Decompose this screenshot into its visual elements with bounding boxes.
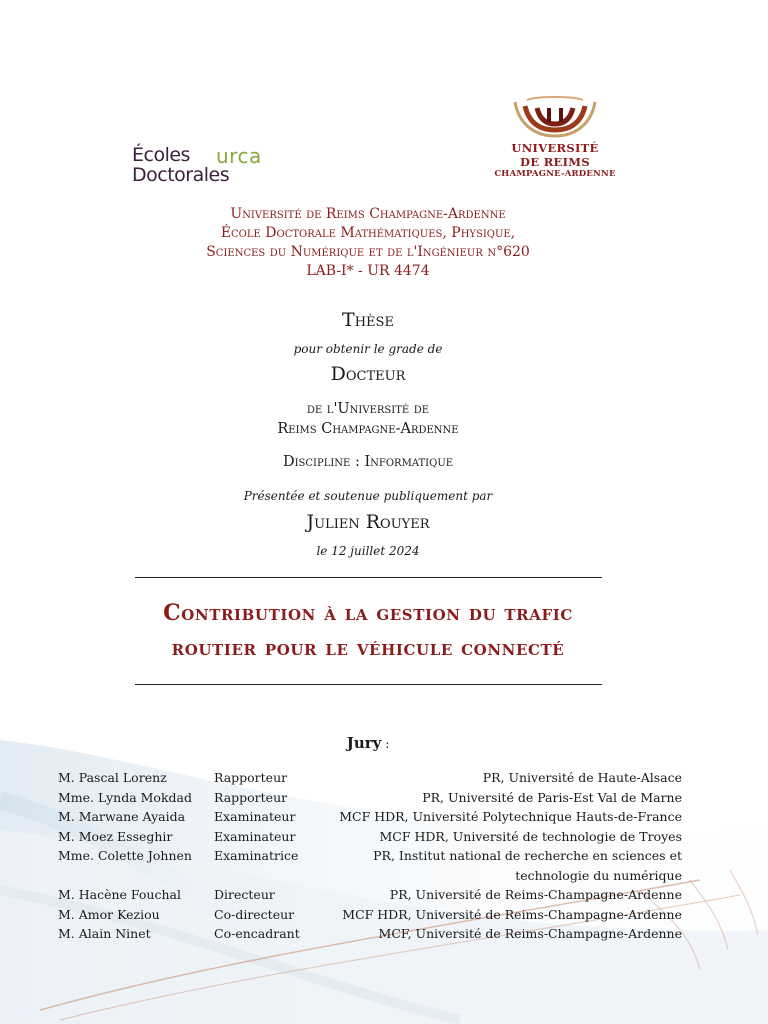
jury-member-name: M. Hacène Fouchal xyxy=(58,887,181,902)
doctorales-text: Doctorales xyxy=(132,164,230,186)
jury-member-affiliation xyxy=(338,846,682,885)
jury-member-name: M. Alain Ninet xyxy=(58,926,151,941)
affiliation-line2: technologie du numérique xyxy=(515,867,682,883)
jury-row xyxy=(58,827,682,847)
jury-table xyxy=(58,768,682,944)
presented-by: Présentée et soutenue publiquement par xyxy=(243,489,493,503)
jury-member-role: Rapporteur xyxy=(214,789,288,805)
university-name-line2: DE REIMS xyxy=(520,155,590,169)
affiliation-line1: PR, Institut national de recherche en sciences et xyxy=(373,848,682,863)
thesis-purpose: pour obtenir le grade de xyxy=(293,342,443,356)
universite-reims-logo xyxy=(480,96,630,186)
jury-member-name: M. Pascal Lorenz xyxy=(58,770,167,785)
jury-member-role: Examinateur xyxy=(214,828,296,844)
jury-member-affiliation: PR, Université de Paris-Est Val de Marne xyxy=(422,789,682,805)
title-rule-top xyxy=(135,577,602,578)
jury-colon: : xyxy=(381,737,390,751)
jury-row xyxy=(58,807,682,827)
jury-member-role: Directeur xyxy=(214,887,275,902)
university-emblem-icon xyxy=(507,96,603,140)
header-university: Université de Reims Champagne-Ardenne xyxy=(230,206,506,222)
defense-date: le 12 juillet 2024 xyxy=(316,544,420,558)
degree-university-line2: Reims Champagne-Ardenne xyxy=(277,421,459,437)
jury-member-name: Mme. Lynda Mokdad xyxy=(58,789,192,805)
thesis-title-line1: Contribution à la gestion du trafic xyxy=(163,600,573,626)
jury-member-role: Co-encadrant xyxy=(214,926,300,941)
jury-label: Jury xyxy=(346,734,382,752)
jury-row xyxy=(58,846,682,885)
jury-member-affiliation: MCF HDR, Université de technologie de Troyes xyxy=(379,828,682,844)
thesis-discipline: Discipline : Informatique xyxy=(282,454,454,470)
title-rule-bottom xyxy=(135,684,602,685)
jury-member-role: Rapporteur xyxy=(214,770,288,785)
jury-member-affiliation: MCF HDR, Université de Reims-Champagne-Ardenne xyxy=(342,906,682,922)
ecoles-text: Écoles xyxy=(132,144,190,166)
jury-heading xyxy=(0,734,736,752)
jury-member-name: Mme. Colette Johnen xyxy=(58,848,192,863)
jury-member-name: M. Moez Esseghir xyxy=(58,828,173,844)
jury-member-role: Co-directeur xyxy=(214,906,295,922)
jury-member-affiliation: PR, Université de Haute-Alsace xyxy=(482,770,682,785)
university-name-line3: CHAMPAGNE-ARDENNE xyxy=(494,169,616,179)
jury-member-affiliation: MCF, Université de Reims-Champagne-Ardenne xyxy=(378,926,682,941)
jury-member-affiliation: MCF HDR, Université Polytechnique Hauts-de-France xyxy=(339,809,682,824)
jury-member-name: M. Amor Keziou xyxy=(58,906,160,922)
degree-university-line1: de l'Université de xyxy=(306,401,430,417)
university-name-line1: UNIVERSITÉ xyxy=(511,141,599,155)
header-doctoral-school: École Doctorale Mathématiques, Physique, xyxy=(220,225,516,241)
ecoles-doctorales-logo xyxy=(132,140,312,188)
thesis-type: Thèse xyxy=(342,309,394,331)
jury-member-role: Examinateur xyxy=(214,809,296,824)
jury-member-affiliation: PR, Université de Reims-Champagne-Ardenne xyxy=(389,887,682,902)
thesis-degree: Docteur xyxy=(330,363,406,385)
header-lab: LAB-I* - UR 4474 xyxy=(306,263,430,279)
jury-row xyxy=(58,905,682,925)
urca-brand-text: urca xyxy=(216,144,262,168)
jury-row xyxy=(58,924,682,944)
thesis-title-line2: routier pour le véhicule connecté xyxy=(171,635,565,661)
jury-member-role: Examinatrice xyxy=(214,848,299,863)
jury-row xyxy=(58,885,682,905)
header-doctoral-school-cont: Sciences du Numérique et de l'Ingénieur n°620 xyxy=(206,244,530,260)
jury-row xyxy=(58,788,682,808)
author-name: Julien Rouyer xyxy=(306,511,430,533)
jury-member-name: M. Marwane Ayaida xyxy=(58,809,186,824)
jury-row xyxy=(58,768,682,788)
